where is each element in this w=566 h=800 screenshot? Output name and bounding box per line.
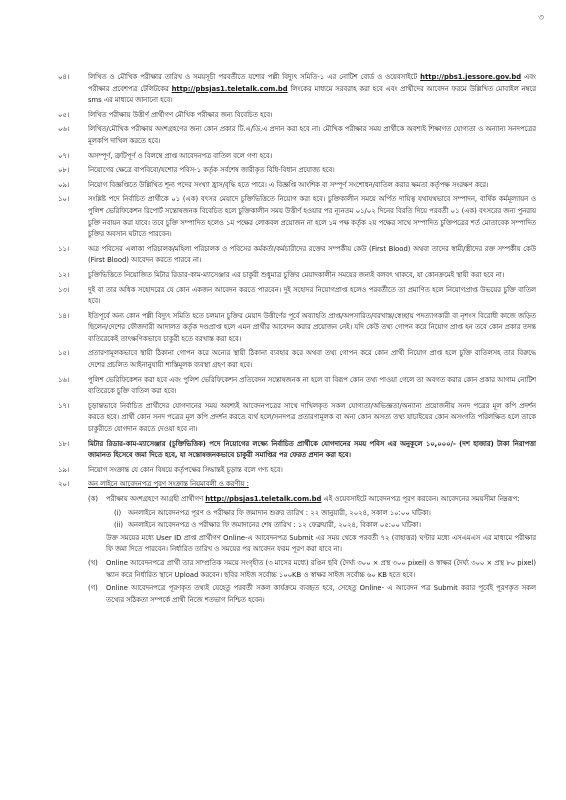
item-number: ০৬। [58,125,70,134]
sub-item [88,494,536,506]
sub-item-letter: (গ) [88,584,98,593]
item-number: ১৩। [58,285,70,294]
list-item [58,72,536,107]
list-item [58,270,536,282]
item-text: দুই বা তার অধিক সহোদরের যে কোন একজন আবেদন করতে পারবেন। দুই সহোদর নিয়োগপ্রাপ্ত হলেও পরবর্তীতে তা প্রমাণিত হলে নিয়োগপ্রাপ্ত উভয়ের চুক্তি বাতিল হবে। [88,285,536,306]
pbs-website-link[interactable]: http://pbs1.jessore.gov.bd [420,73,522,81]
list-item [58,180,536,192]
sub-item [88,558,536,581]
sub-sub-item [114,508,536,520]
page-number: ৩ [538,13,544,23]
item-number: ১২। [58,270,70,279]
item-number: ১৪। [58,311,70,320]
list-item [58,165,536,177]
sub-item-letter: (ক) [88,495,99,503]
item-text: চূড়ান্তভাবে নির্বাচিত প্রার্থীদের যোগদানের সময় অবশ্যই আবেদনপত্রের সাথে দাখিলকৃত সকল যোগ্যতা/অভিজ্ঞতা/অন্যান্য প্রয়োজনীয় সনদ পত্রের মূল কপি প্রদর্শন করতে হবে। প্রার্থী কোন সনদ পত্রের মূল কপি প্রদর্শন করতে ব্যর্থ হলে/সনদপত্র প্রতারণামূলক বা অন্য কোন অসত্য তথ্য যাচাইয়ের কোন অসংগতি পরিলক্ষিত হলে তাকে চাকুরীতে যোগদান করতে দেওয়া হবে না। [88,401,536,434]
sub-item-note-text: উক্ত সময়ের মধ্যে User ID প্রাপ্ত প্রার্থীগণ Online-এ আবেদনপত্র Submit এর সময় থেকে পরবর্তী ৭২ (বাহাত্তর) ঘণ্টার মধ্যে এসএমএস এর মাধ্যমে পরীক্ষার ফি জমা দিতে পারবেন। নির্ধারিত তারিখ ও সময়ের পর আবেদন ফরম পূরণ করা যাবে না। [106,533,536,554]
item-text: লিখিত/মৌখিক পরীক্ষায় অংশগ্রহণের জন্য কোন প্রকার টি.এ/ডি.এ প্রদান করা হবে না। মৌখিক পরীক্ষার সময় প্রার্থীকে অবশ্যই শিক্ষাগত যোগ্যতা ও অন্যান্য সনদপত্রের মূলকপি দাখিল করতে হবে। [88,125,536,145]
item-number: ০৭। [58,151,70,160]
item-number: ১১। [58,244,70,253]
list-item [58,110,536,122]
list-item [58,194,536,240]
list-item [58,151,536,163]
list-item [58,348,536,371]
item-text: অত্র পবিসের এলাকা পরিচালক/মহিলা পরিচালক ও পবিসের কর্মকর্তা/কর্মচারীদের রক্তের সম্পর্কীয় কেউ (First Blood) অথবা তাদের স্বামী/স্ত্রীদের রক্ত সম্পর্কীয় কেউ (First Blood) আবেদন করতে পারবে না। [88,244,536,265]
teletalk-admit-link[interactable]: http://pbsjas1.teletalk.com.bd [171,84,288,93]
item-text: নিয়োগ বিজ্ঞপ্তিতে উল্লিখিত শূন্য পদের সংখ্যা হ্রাস/বৃদ্ধি হতে পারে। এ বিজ্ঞপ্তি আংশিক বা সম্পূর্ণ সংশোধন/বাতিল করার ক্ষমতা কর্তৃপক্ষ সংরক্ষণ করে। [88,180,489,189]
sub-item-text: Online আবেদনপত্রে প্রার্থী তার সাম্প্রতিক সময়ে সংগৃহীত (৩ মাসের মধ্যে) রঙিন ছবি (দৈর্ঘ্য ৩০০ × প্রস্থ ৩০০ pixel) ও স্বাক্ষর (দৈর্ঘ্য ৩০০ × প্রস্থ ৮০ pixel) স্ক্যান করে নির্ধারিত স্থানে Upload করবেন। ছবির সাইজ সর্বোচ্চ ১০০KB ও স্বাক্ষর সাইজ সর্বোচ্চ ৬০ KB হতে হবে। [106,558,536,579]
sub-item-text: পরীক্ষায় অংশগ্রহণে আগ্রহী প্রার্থীগণ http://pbsjas1.teletalk.com.bd এই ওয়েবসাইটে আবেদনপত্র পূরণ করবেন। আবেদনের সময়সীমা নিম্নরূপ: [106,495,520,503]
item-number: ০৮। [58,166,70,175]
teletalk-apply-link[interactable]: http://pbsjas1.teletalk.com.bd [205,495,322,503]
item-text: অসম্পূর্ণ, ত্রুটিপূর্ণ ও বিলম্বে প্রাপ্ত আবেদনপত্র বাতিল বলে গণ্য হবে। [88,151,273,160]
sub-item [88,583,536,606]
list-item [58,311,536,346]
item-number: ২০। [58,480,70,489]
item-number: ০৫। [58,110,70,119]
item-text: প্রতারণামূলকভাবে স্থায়ী ঠিকানা গোপন করে অন্যের স্থায়ী ঠিকানা ব্যবহার করে অথবা তথ্য গোপন করে কোন প্রার্থী নিয়োগ প্রাপ্ত হলে চুক্তি বাতিলসহ তার বিরুদ্ধে দেশের প্রচলিত আইনানুযায়ী শাস্তিমূলক ব্যবস্থা গ্রহণ করা হবে। [88,349,536,370]
list-item [58,479,536,491]
sub-sub-item-text: অনলাইনে আবেদনপত্র ও পরীক্ষার ফি জমাদানের শেষ তারিখ : ১২ ফেব্রুয়ারী, ২০২৪, বিকাল ০৫:০০ ঘটিকা। [128,521,421,530]
item-text: নিয়োগের ক্ষেত্রে বাপবিবো/যশোর পবিস-১ কর্তৃক সর্বশেষ জারীকৃত বিধি-বিধান প্রযোজ্য হবে। [88,166,335,175]
item-number: ১৭। [58,401,70,410]
item-text-bold: মিটার রিডার-কাম-ম্যাসেঞ্জার (চুক্তিভিত্তিক) পদে নিয়োগের লক্ষ্যে নির্বাচিত প্রার্থীকে যোগদানের সময় পবিস এর অনুকূলে ১০,০০০/- (দশ হাজার) টাকা নিরাপত্তা জামানত হিসেবে জমা দিতে হবে, যা সন্তোষজনকভাবে চাকুরী সমাপ্তির পর ফেরত প্রদান করা হবে। [88,439,536,460]
item-number: ১৬। [58,375,70,384]
item-text: ইতিপূর্বে অন্য কোন পল্লী বিদ্যুৎ সমিতি হতে চলমান চুক্তির মেয়াদ উত্তীর্ণের পূর্বে অব্যাহতি প্রাপ্ত/অপসারিত/বরখাস্ত/স্বেচ্ছায় পদত্যাগকারী বা নৃশংস বিরোধী কাজে জড়িত ছিলেন/দেশের ফৌজদারী আদালত কর্তৃক দণ্ডপ্রাপ্ত হলে এমন প্রার্থীর আবেদন করার প্রয়োজন নেই। যদি কেউ তথ্য গোপন করে নিয়োগ প্রাপ্ত হন তবে কোন প্রকার তদন্ত ব্যতিরেকেই তাৎক্ষণিকভাবে চাকুরী হতে বরখাস্ত করা হবে। [88,311,536,343]
item-number: ১৯। [58,465,70,474]
item-text: অন লাইনে আবেদনপত্র পূরণ সংক্রান্ত নিয়মাবলী ও করণীয় : [88,480,249,489]
sub-item-letter: (খ) [88,558,98,567]
sub-item-text: Online আবেদনপত্রে পূরণকৃত তথ্যই যেহেতু পরবর্তী সকল কার্যক্রমে ব্যবহৃত হবে, সেহেতু Online- এ আবেদন পত্র Submit করার পূর্বেই পূরণকৃত সকল তথ্যের সঠিকতা সম্পর্কে প্রার্থী নিজে শতভাগ নিশ্চিত হবেন। [106,584,536,604]
item-text: লিখিত ও মৌখিক পরীক্ষার তারিখ ও সময়সূচী পরবর্তীতে যশোর পল্লী বিদ্যুৎ সমিতি-১ এর নোটিশ বোর্ড ও ওয়েবসাইটে http://pbs1.jessore.gov.bd এবং পরীক্ষার প্রবেশপত্র টেলিটকের http://pbsjas1.teletalk.com.bd লিংকের মাধ্যমে সরবরাহ করা হবে এবং প্রার্থীদের আবেদন ফরমে উল্লিখিত মোবাইল নম্বরে sms এর মাধ্যমে জানানো হবে। [88,73,536,105]
list-item [58,285,536,308]
sub-sub-item-roman: (ii) [114,521,124,530]
sub-sub-item-text: অনলাইনে আবেদনপত্র পূরণ ও পরীক্ষার ফি জমাদান শুরুর তারিখ : ২২ জানুয়ারী, ২০২৪, সকাল ১০:০০ ঘটিকা। [128,508,431,517]
item-number: ০৯। [58,180,70,189]
list-item [58,439,536,462]
item-number: ১৮। [58,439,70,448]
item-text: পুলিশ ভেরিফিকেশন করা হবে এবং পুলিশ ভেরিফিকেশন প্রতিবেদন সন্তোষজনক না হলে বা বিরূপ কোন তথ্য পাওয়া গেলে তা অবগত করার কোন প্রকার আগাম নোটিশ ব্যতিরেকে চুক্তি বাতিল করা হবে। [88,375,536,396]
item-number: ১৫। [58,349,70,358]
item-number: ০৪। [58,73,70,81]
item-number: ১০। [58,195,70,204]
sub-sub-item [114,520,536,532]
sub-item-note [88,533,536,556]
item-text: লিখিত পরীক্ষায় উত্তীর্ণ প্রার্থীগণ মৌখিক পরীক্ষার জন্য বিবেচিত হবে। [88,110,273,119]
list-item [58,244,536,267]
list-item [58,124,536,147]
list-item [58,465,536,477]
list-item [58,375,536,398]
item-text: সংশ্লিষ্ট পদে নির্বাচিত প্রার্থীকে ০১ (এক) বৎসর মেয়াদে চুক্তিভিত্তিতে নিয়োগ করা হবে। চুক্তিকালীন সময়ে অর্পিত দায়িত্ব যথাযথভাবে সম্পাদন, বার্ষিক কর্মমূল্যায়ন ও পুলিশ ভেরিফিকেশন রিপোর্ট সন্তোষজনক বিবেচিত হলে চুক্তিকালীন সময় উত্তীর্ণ হওয়ার পর ন্যূনতম ০১/০২ দিনের বিরতি দিয়ে পরবর্তী ০১ (এক) বৎসরের জন্য পুনরায় চুক্তি নবায়ন করা যাবে। তবে চুক্তি সম্পাদিত হলেও ১ম পক্ষের লোকবল প্রয়োজন না হলে ১ম পক্ষ কর্তৃক ২য় পক্ষের সাথে সম্পাদিত চুক্তিপত্রের শর্ত মোতাবেক সম্পাদিত চুক্তির অবসান ঘটাতে পারবেন। [88,195,536,239]
item-text: নিয়োগ সংক্রান্ত যে কোন বিষয়ে কর্তৃপক্ষের সিদ্ধান্তই চূড়ান্ত বলে গণ্য হবে। [88,465,283,474]
list-item [58,401,536,436]
item-text: চুক্তিভিত্তিতে নিয়োজিত মিটার রিডার-কাম-ম্যাসেঞ্জার এর চাকুরী শুধুমাত্র চুক্তির মেয়াদকালীন সময়ের জন্যই বলবৎ থাকবে, যা কোনক্রমেই স্থায়ী করা হবে না। [88,270,505,279]
sub-sub-item-roman: (i) [114,508,122,517]
